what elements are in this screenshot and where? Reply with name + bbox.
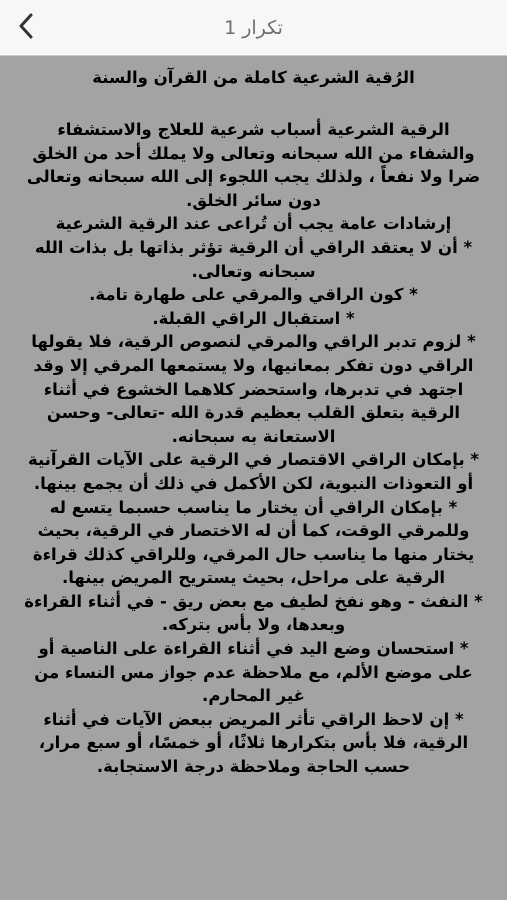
guideline-item: * استحسان وضع اليد في أثناء القراءة على الناصية أو على موضع الألم، مع ملاحظة عدم جواز مس النساء من غير المحارم. <box>34 639 473 706</box>
article-content <box>0 56 507 900</box>
guidelines-heading: إرشادات عامة يجب أن تُراعى عند الرقية الشرعية <box>55 214 452 234</box>
guideline-item: * لزوم تدبر الراقي والمرقي لنصوص الرقية، فلا يقولها الراقي دون تفكر بمعانيها، ولا يستمعها المرقي إلا وقد اجتهد في تدبرها، واستحضر كلاهما الخشوع في أثناء الرقية بتعلق القلب بعظيم قدرة الله -تعالى- وحسن الاستعانة به سبحانه. <box>31 332 476 446</box>
guideline-item: * بإمكان الراقي الاقتصار في الرقية على الآيات القرآنية أو التعوذات النبوية، لكن الأكمل في ذلك أن يجمع بينها. <box>27 450 480 493</box>
guideline-item: * أن لا يعتقد الراقي أن الرقية تؤثر بذاتها بل بذات الله سبحانه وتعالى. <box>34 237 473 281</box>
guideline-item: * كون الراقي والمرقي على طهارة تامة. <box>89 285 418 305</box>
page-title: تكرار 1 <box>224 17 283 39</box>
guideline-item: * النفث - وهو نفخ لطيف مع بعض ريق - في أثناء القراءة وبعدها، ولا بأس بتركه. <box>24 591 483 635</box>
guideline-item: * إن لاحظ الراقي تأثر المريض ببعض الآيات في أثناء الرقية، فلا بأس بتكرارها ثلاثًا، أو خمسًا، أو سبع مرار، حسب الحاجة وملاحظة درجة الاستجابة. <box>38 709 469 777</box>
article-heading: الرُقية الشرعية كاملة من القرآن والسنة <box>92 68 415 87</box>
navigation-bar <box>0 0 507 56</box>
guideline-item: * بإمكان الراقي أن يختار ما يناسب حسبما يتسع له وللمرقي الوقت، كما أن له الاختصار في الرقية، بحيث يختار منها ما يناسب حال المرقي، وللراقي كذلك قراءة الرقية على مراحل، بحيث يستريح المريض بينها. <box>32 497 475 588</box>
intro-paragraph: الرقية الشرعية أسباب شرعية للعلاج والاستشفاء والشفاء من الله سبحانه وتعالى ولا يملك أحد من الخلق ضرا ولا نفعاً ، ولذلك يجب اللجوء إلى الله سبحانه وتعالى دون سائر الخلق. <box>26 120 481 210</box>
guideline-item: * استقبال الراقي القبلة. <box>152 308 355 328</box>
